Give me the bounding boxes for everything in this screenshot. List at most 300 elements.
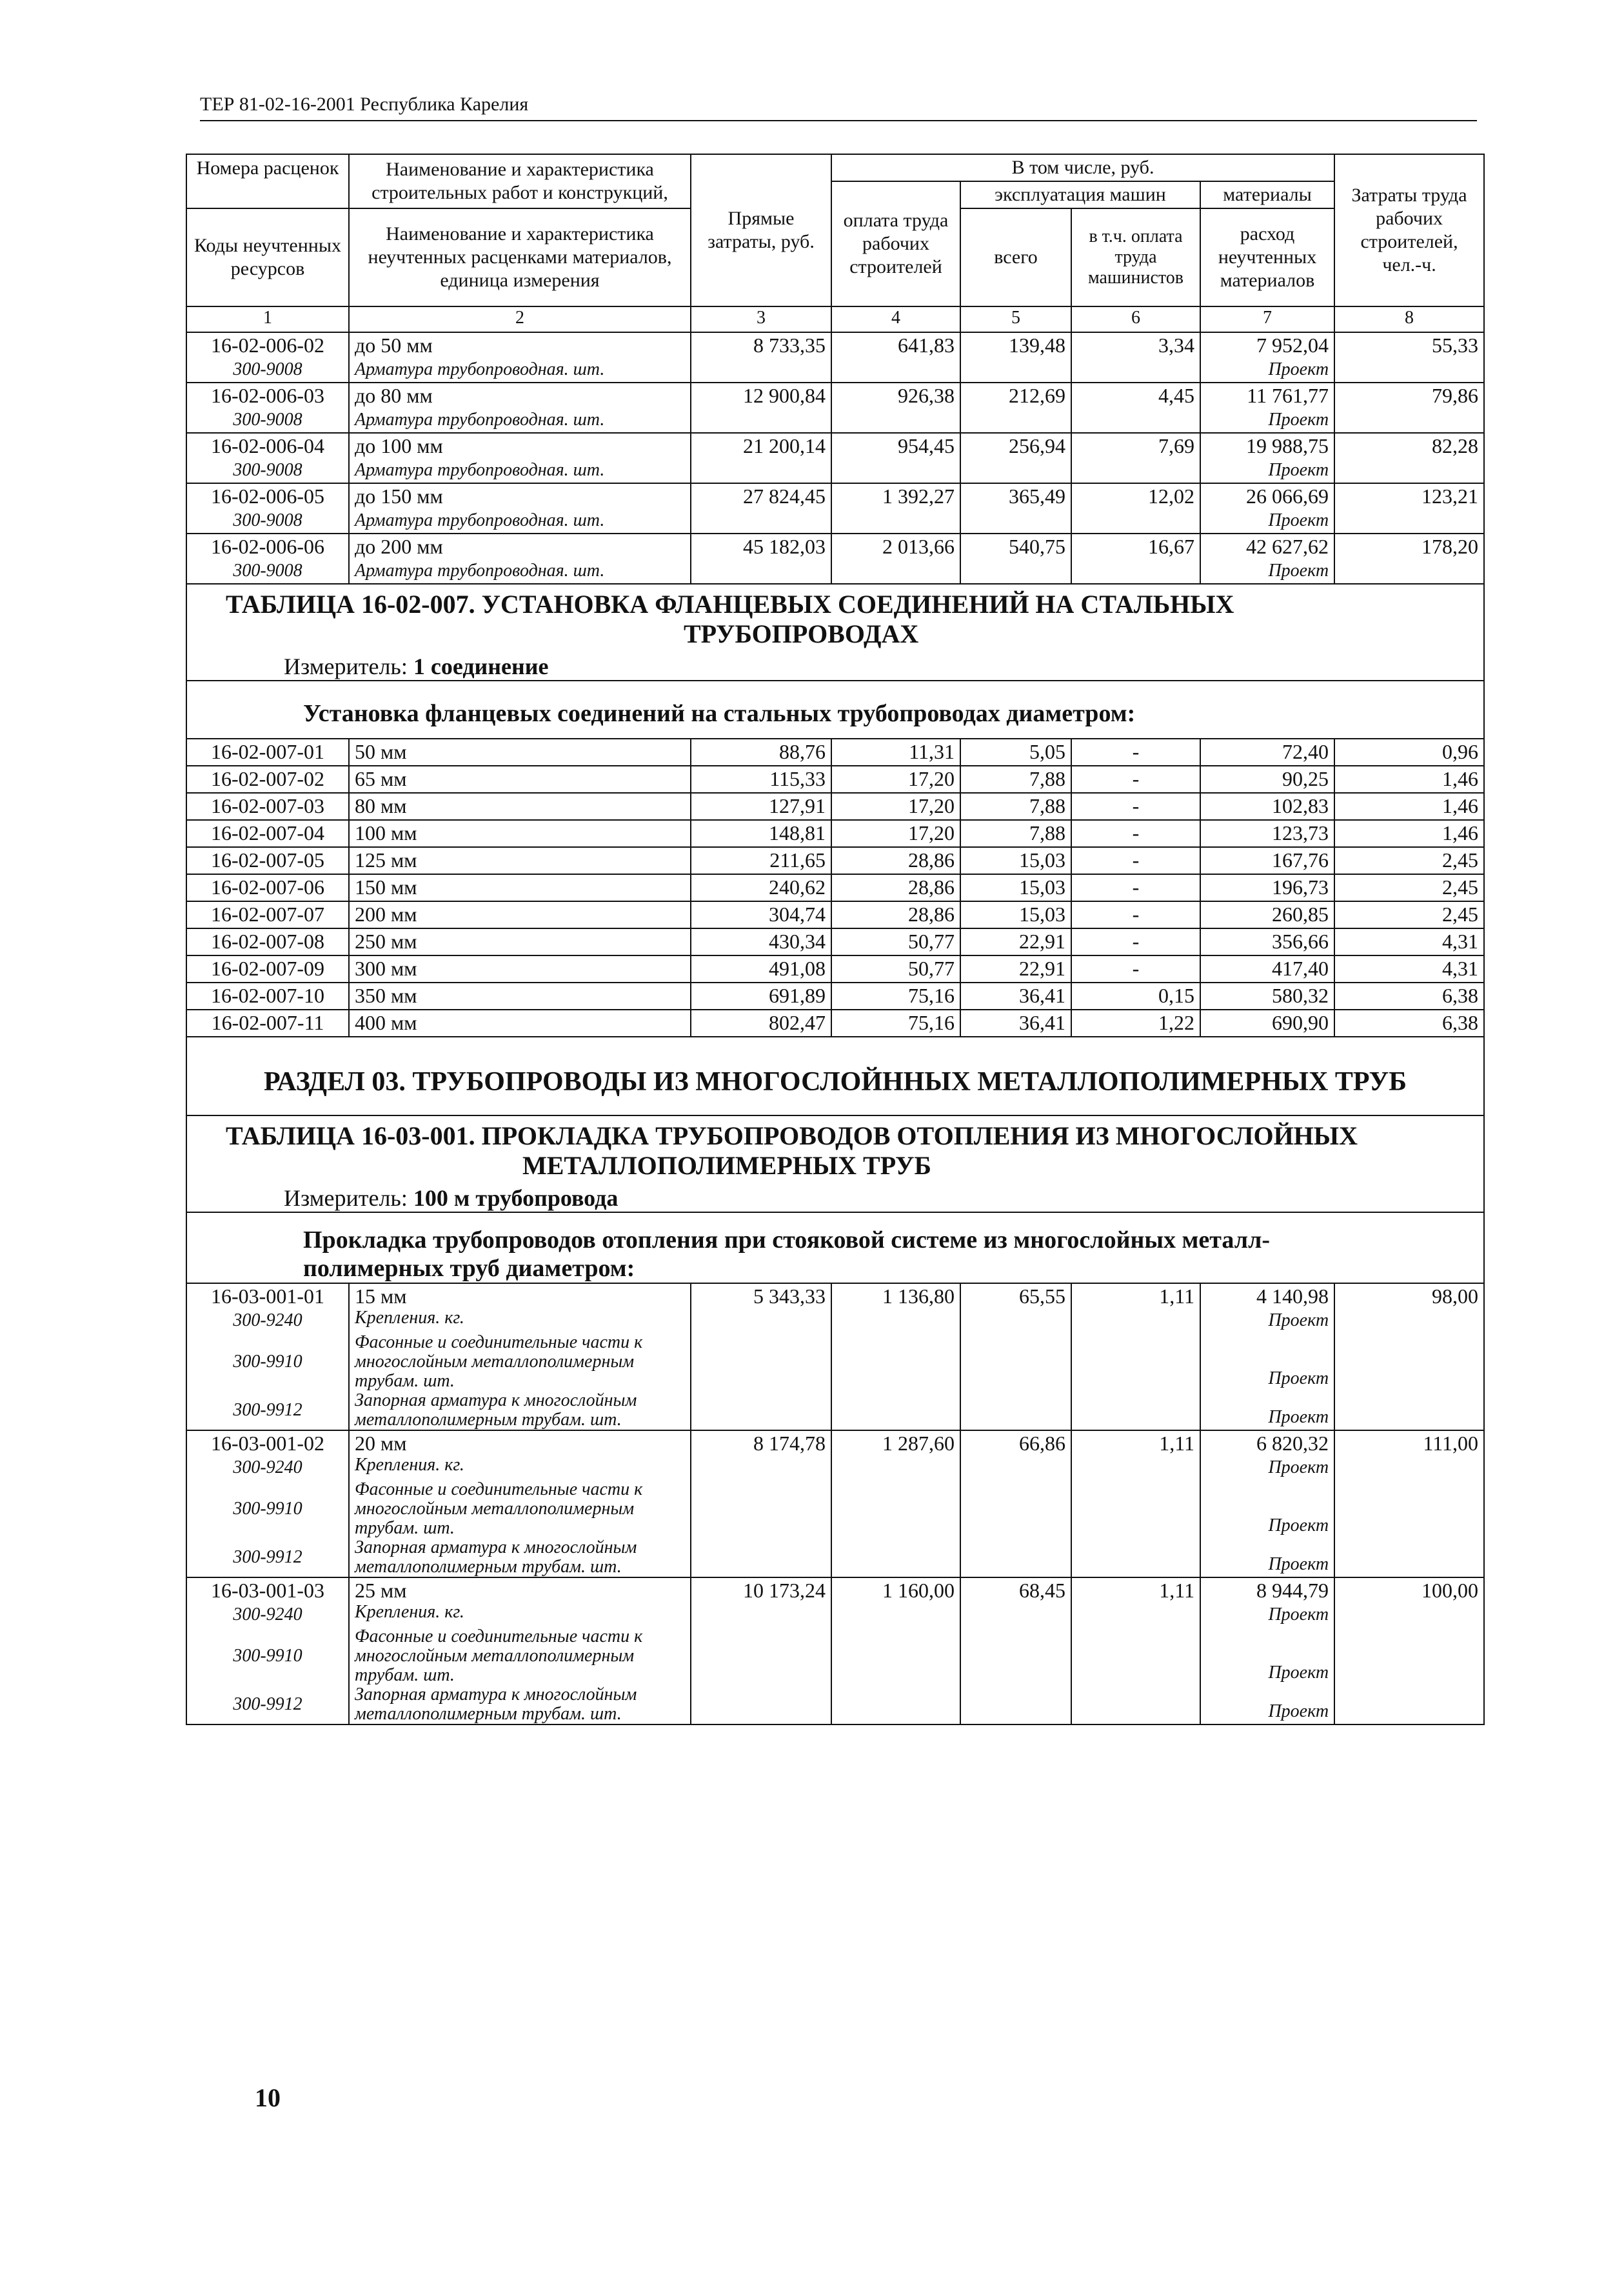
rate-name: 250 мм <box>349 928 691 955</box>
empty-cell <box>1334 1603 1484 1627</box>
labor-hours: 6,38 <box>1334 1010 1484 1037</box>
mach-group-header: эксплуатация машин <box>960 181 1200 208</box>
direct-cost: 115,33 <box>691 766 831 793</box>
materials-cost: 6 820,32 <box>1200 1430 1334 1455</box>
materials-cost: 8 944,79 <box>1200 1577 1334 1603</box>
rate-code: 16-02-007-04 <box>186 820 349 847</box>
resource-code: 300-9912 <box>186 1391 349 1430</box>
col5-header: всего <box>960 208 1071 306</box>
labor-hours: 1,46 <box>1334 766 1484 793</box>
machine-cost: 66,86 <box>960 1430 1071 1455</box>
machine-cost: 15,03 <box>960 901 1071 928</box>
machine-cost: 7,88 <box>960 766 1071 793</box>
rate-code: 16-02-007-03 <box>186 793 349 820</box>
rate-code: 16-03-001-02 <box>186 1430 349 1455</box>
header-row-1 <box>186 154 1484 181</box>
rate-code: 16-02-006-06 <box>186 534 349 559</box>
resource-code: 300-9240 <box>186 1308 349 1333</box>
mat-group-header: материалы <box>1200 181 1334 208</box>
resource-code: 300-9910 <box>186 1333 349 1391</box>
labor-cost: 28,86 <box>831 901 960 928</box>
labor-hours: 123,21 <box>1334 483 1484 508</box>
empty-cell <box>960 1627 1071 1685</box>
direct-cost: 8 174,78 <box>691 1430 831 1455</box>
resource-code: 300-9008 <box>186 357 349 383</box>
materials-cost: 167,76 <box>1200 847 1334 874</box>
labor-cost: 50,77 <box>831 928 960 955</box>
empty-cell <box>831 1685 960 1724</box>
labor-cost: 17,20 <box>831 820 960 847</box>
labor-hours: 100,00 <box>1334 1577 1484 1603</box>
table-meter-row <box>186 1184 1484 1212</box>
empty-cell <box>831 1391 960 1430</box>
col7-header: расход неучтенных материалов <box>1200 208 1334 306</box>
col4-header: оплата труда рабочих строителей <box>831 181 960 306</box>
resource-value: Проект <box>1200 1627 1334 1685</box>
labor-hours: 6,38 <box>1334 983 1484 1010</box>
empty-cell <box>831 1603 960 1627</box>
direct-cost: 127,91 <box>691 793 831 820</box>
machinist-labor-cost: - <box>1071 901 1200 928</box>
rate-code: 16-02-007-10 <box>186 983 349 1010</box>
direct-cost: 45 182,03 <box>691 534 831 559</box>
table-meter <box>186 1184 1484 1212</box>
machinist-labor-cost: - <box>1071 847 1200 874</box>
direct-cost: 304,74 <box>691 901 831 928</box>
column-number: 5 <box>960 306 1071 332</box>
empty-cell <box>960 1455 1071 1480</box>
rate-name: 200 мм <box>349 901 691 928</box>
labor-cost: 17,20 <box>831 793 960 820</box>
table-title-line: ТРУБОПРОВОДАХ <box>684 619 919 648</box>
empty-cell <box>831 559 960 584</box>
empty-cell <box>960 408 1071 433</box>
machine-cost: 365,49 <box>960 483 1071 508</box>
empty-cell <box>691 408 831 433</box>
materials-cost: 90,25 <box>1200 766 1334 793</box>
materials-cost: 4 140,98 <box>1200 1283 1334 1308</box>
resource-code: 300-9008 <box>186 508 349 534</box>
rate-code: 16-02-007-08 <box>186 928 349 955</box>
resource-name: Фасонные и соединительные части к многослойным металлополимерным трубам. шт. <box>349 1627 691 1685</box>
materials-cost: 123,73 <box>1200 820 1334 847</box>
resource-name: Запорная арматура к многослойным металлополимерным трубам. шт. <box>349 1391 691 1430</box>
col1-header-spacer <box>186 181 349 208</box>
empty-cell <box>960 458 1071 483</box>
empty-cell <box>1071 458 1200 483</box>
resource-row <box>186 559 1484 584</box>
labor-cost: 50,77 <box>831 955 960 983</box>
direct-cost: 21 200,14 <box>691 433 831 458</box>
table-row <box>186 332 1484 357</box>
table-row <box>186 433 1484 458</box>
resource-row <box>186 1538 1484 1577</box>
resource-name: Крепления. кг. <box>349 1455 691 1480</box>
empty-cell <box>831 1538 960 1577</box>
resource-value: Проект <box>1200 559 1334 584</box>
rate-name: 50 мм <box>349 739 691 766</box>
table-row <box>186 383 1484 408</box>
table-row <box>186 1283 1484 1308</box>
empty-cell <box>831 1333 960 1391</box>
table-row <box>186 1430 1484 1455</box>
machinist-labor-cost: 3,34 <box>1071 332 1200 357</box>
table-row <box>186 928 1484 955</box>
empty-cell <box>960 1538 1071 1577</box>
meter-value: 100 м трубопровода <box>413 1185 619 1211</box>
labor-cost: 1 287,60 <box>831 1430 960 1455</box>
labor-cost: 28,86 <box>831 874 960 901</box>
labor-hours: 2,45 <box>1334 847 1484 874</box>
table-intro: Установка фланцевых соединений на стальных трубопроводах диаметром: <box>186 681 1484 739</box>
rate-code: 16-02-006-03 <box>186 383 349 408</box>
table-row <box>186 874 1484 901</box>
empty-cell <box>1071 357 1200 383</box>
resource-code: 300-9912 <box>186 1538 349 1577</box>
machinist-labor-cost: 1,11 <box>1071 1577 1200 1603</box>
empty-cell <box>691 1455 831 1480</box>
labor-hours: 4,31 <box>1334 928 1484 955</box>
resource-name: Фасонные и соединительные части к многослойным металлополимерным трубам. шт. <box>349 1333 691 1391</box>
labor-hours: 55,33 <box>1334 332 1484 357</box>
machine-cost: 7,88 <box>960 793 1071 820</box>
empty-cell <box>960 1391 1071 1430</box>
labor-hours: 178,20 <box>1334 534 1484 559</box>
machine-cost: 22,91 <box>960 955 1071 983</box>
empty-cell <box>691 1333 831 1391</box>
labor-hours: 98,00 <box>1334 1283 1484 1308</box>
machinist-labor-cost: 0,15 <box>1071 983 1200 1010</box>
direct-cost: 491,08 <box>691 955 831 983</box>
empty-cell <box>1334 1480 1484 1538</box>
resource-row <box>186 357 1484 383</box>
resource-row <box>186 1603 1484 1627</box>
machinist-labor-cost: 4,45 <box>1071 383 1200 408</box>
materials-cost: 72,40 <box>1200 739 1334 766</box>
empty-cell <box>691 1627 831 1685</box>
machine-cost: 36,41 <box>960 983 1071 1010</box>
machinist-labor-cost: 1,11 <box>1071 1430 1200 1455</box>
resource-name: Арматура трубопроводная. шт. <box>349 357 691 383</box>
rate-name: до 150 мм <box>349 483 691 508</box>
machinist-labor-cost: - <box>1071 766 1200 793</box>
resource-row <box>186 1455 1484 1480</box>
materials-cost: 42 627,62 <box>1200 534 1334 559</box>
materials-cost: 102,83 <box>1200 793 1334 820</box>
rate-name: 300 мм <box>349 955 691 983</box>
machine-cost: 68,45 <box>960 1577 1071 1603</box>
col2-header-bottom: Наименование и характеристика неучтенных расценками материалов, единица измерения <box>349 208 691 306</box>
rate-name: 400 мм <box>349 1010 691 1037</box>
rate-name: до 50 мм <box>349 332 691 357</box>
direct-cost: 10 173,24 <box>691 1577 831 1603</box>
labor-hours: 79,86 <box>1334 383 1484 408</box>
empty-cell <box>831 458 960 483</box>
materials-cost: 19 988,75 <box>1200 433 1334 458</box>
incl-header: В том числе, руб. <box>831 154 1334 181</box>
rate-code: 16-02-007-01 <box>186 739 349 766</box>
table-row <box>186 983 1484 1010</box>
table-row <box>186 534 1484 559</box>
empty-cell <box>960 357 1071 383</box>
resource-name: Арматура трубопроводная. шт. <box>349 458 691 483</box>
rate-code: 16-03-001-01 <box>186 1283 349 1308</box>
col1-header-bottom: Коды неучтенных ресурсов <box>186 208 349 306</box>
resource-value: Проект <box>1200 508 1334 534</box>
empty-cell <box>1334 1627 1484 1685</box>
rate-name: 20 мм <box>349 1430 691 1455</box>
col6-header: в т.ч. оплата труда машинистов <box>1071 208 1200 306</box>
table-title <box>186 1115 1484 1184</box>
resource-name: Крепления. кг. <box>349 1603 691 1627</box>
labor-cost: 28,86 <box>831 847 960 874</box>
machine-cost: 540,75 <box>960 534 1071 559</box>
empty-cell <box>1334 408 1484 433</box>
machinist-labor-cost: - <box>1071 820 1200 847</box>
rate-name: 80 мм <box>349 793 691 820</box>
col1-header-top: Номера расценок <box>186 154 349 181</box>
empty-cell <box>1071 559 1200 584</box>
empty-cell <box>831 1627 960 1685</box>
resource-value: Проект <box>1200 1308 1334 1333</box>
empty-cell <box>960 559 1071 584</box>
direct-cost: 148,81 <box>691 820 831 847</box>
machine-cost: 212,69 <box>960 383 1071 408</box>
machinist-labor-cost: 1,11 <box>1071 1283 1200 1308</box>
empty-cell <box>960 1685 1071 1724</box>
materials-cost: 11 761,77 <box>1200 383 1334 408</box>
empty-cell <box>1334 1685 1484 1724</box>
rate-name: до 200 мм <box>349 534 691 559</box>
labor-cost: 1 392,27 <box>831 483 960 508</box>
rate-code: 16-02-006-05 <box>186 483 349 508</box>
resource-value: Проект <box>1200 1391 1334 1430</box>
empty-cell <box>831 357 960 383</box>
table-row <box>186 766 1484 793</box>
resource-name: Крепления. кг. <box>349 1308 691 1333</box>
meter-label: Измеритель: <box>284 654 408 679</box>
direct-cost: 12 900,84 <box>691 383 831 408</box>
rate-code: 16-02-007-09 <box>186 955 349 983</box>
rate-name: 100 мм <box>349 820 691 847</box>
table-row <box>186 1577 1484 1603</box>
labor-hours: 2,45 <box>1334 901 1484 928</box>
resource-code: 300-9912 <box>186 1685 349 1724</box>
meter-value: 1 соединение <box>413 654 549 679</box>
table-intro <box>186 1212 1484 1283</box>
empty-cell <box>1071 1538 1200 1577</box>
empty-cell <box>1334 1455 1484 1480</box>
empty-cell <box>960 1480 1071 1538</box>
table-title-line: МЕТАЛЛОПОЛИМЕРНЫХ ТРУБ <box>522 1151 931 1180</box>
empty-cell <box>1071 1455 1200 1480</box>
labor-cost: 75,16 <box>831 1010 960 1037</box>
direct-cost: 27 824,45 <box>691 483 831 508</box>
machinist-labor-cost: - <box>1071 739 1200 766</box>
rate-name: 125 мм <box>349 847 691 874</box>
direct-cost: 691,89 <box>691 983 831 1010</box>
resource-row <box>186 508 1484 534</box>
labor-cost: 641,83 <box>831 332 960 357</box>
labor-cost: 75,16 <box>831 983 960 1010</box>
table-title-row <box>186 584 1484 653</box>
labor-hours: 2,45 <box>1334 874 1484 901</box>
machinist-labor-cost: 7,69 <box>1071 433 1200 458</box>
section-title-row <box>186 1037 1484 1115</box>
labor-cost: 1 136,80 <box>831 1283 960 1308</box>
labor-cost: 11,31 <box>831 739 960 766</box>
empty-cell <box>691 458 831 483</box>
resource-name: Фасонные и соединительные части к многослойным металлополимерным трубам. шт. <box>349 1480 691 1538</box>
empty-cell <box>1334 1391 1484 1430</box>
resource-row <box>186 1627 1484 1685</box>
table-title <box>186 584 1484 653</box>
direct-cost: 211,65 <box>691 847 831 874</box>
rate-name: 65 мм <box>349 766 691 793</box>
materials-cost: 260,85 <box>1200 901 1334 928</box>
machinist-labor-cost: - <box>1071 928 1200 955</box>
empty-cell <box>960 508 1071 534</box>
labor-cost: 1 160,00 <box>831 1577 960 1603</box>
empty-cell <box>1071 1333 1200 1391</box>
resource-code: 300-9910 <box>186 1627 349 1685</box>
machinist-labor-cost: - <box>1071 955 1200 983</box>
column-number: 7 <box>1200 306 1334 332</box>
resource-name: Запорная арматура к многослойным металлополимерным трубам. шт. <box>349 1538 691 1577</box>
empty-cell <box>1334 458 1484 483</box>
machinist-labor-cost: 1,22 <box>1071 1010 1200 1037</box>
rate-code: 16-02-007-05 <box>186 847 349 874</box>
resource-row <box>186 408 1484 433</box>
page-header: ТЕР 81-02-16-2001 Республика Карелия <box>200 92 1477 121</box>
empty-cell <box>960 1603 1071 1627</box>
rate-name: до 80 мм <box>349 383 691 408</box>
empty-cell <box>960 1308 1071 1333</box>
rate-code: 16-03-001-03 <box>186 1577 349 1603</box>
machine-cost: 22,91 <box>960 928 1071 955</box>
machinist-labor-cost: 12,02 <box>1071 483 1200 508</box>
machine-cost: 65,55 <box>960 1283 1071 1308</box>
rates-table <box>186 154 1485 1725</box>
resource-code: 300-9240 <box>186 1455 349 1480</box>
labor-cost: 954,45 <box>831 433 960 458</box>
resource-value: Проект <box>1200 408 1334 433</box>
col2-header-top: Наименование и характеристика строительных работ и конструкций, <box>349 154 691 208</box>
empty-cell <box>1071 1685 1200 1724</box>
empty-cell <box>691 559 831 584</box>
labor-cost: 926,38 <box>831 383 960 408</box>
table-intro-row <box>186 681 1484 739</box>
empty-cell <box>1071 1603 1200 1627</box>
table-row <box>186 793 1484 820</box>
direct-cost: 802,47 <box>691 1010 831 1037</box>
rate-name: 350 мм <box>349 983 691 1010</box>
empty-cell <box>1071 1627 1200 1685</box>
table-meter <box>186 653 1484 681</box>
machine-cost: 15,03 <box>960 847 1071 874</box>
col3-header: Прямые затраты, руб. <box>691 154 831 306</box>
direct-cost: 88,76 <box>691 739 831 766</box>
resource-value: Проект <box>1200 1603 1334 1627</box>
rate-code: 16-02-007-07 <box>186 901 349 928</box>
resource-name: Запорная арматура к многослойным металлополимерным трубам. шт. <box>349 1685 691 1724</box>
empty-cell <box>1334 559 1484 584</box>
machinist-labor-cost: 16,67 <box>1071 534 1200 559</box>
table-title-line: ТАБЛИЦА 16-02-007. УСТАНОВКА ФЛАНЦЕВЫХ СОЕДИНЕНИЙ НА СТАЛЬНЫХ <box>226 590 1234 619</box>
empty-cell <box>691 357 831 383</box>
resource-value: Проект <box>1200 357 1334 383</box>
materials-cost: 196,73 <box>1200 874 1334 901</box>
direct-cost: 240,62 <box>691 874 831 901</box>
resource-row <box>186 1391 1484 1430</box>
resource-value: Проект <box>1200 1685 1334 1724</box>
machine-cost: 15,03 <box>960 874 1071 901</box>
rates-table-body <box>186 154 1484 1724</box>
col8-header: Затраты труда рабочих строителей, чел.-ч. <box>1334 154 1484 306</box>
empty-cell <box>1334 1333 1484 1391</box>
table-title-line: ТАБЛИЦА 16-03-001. ПРОКЛАДКА ТРУБОПРОВОДОВ ОТОПЛЕНИЯ ИЗ МНОГОСЛОЙНЫХ <box>226 1121 1358 1150</box>
rate-code: 16-02-007-11 <box>186 1010 349 1037</box>
empty-cell <box>1071 1391 1200 1430</box>
table-row <box>186 955 1484 983</box>
column-number: 1 <box>186 306 349 332</box>
table-intro-line: полимерных труб диаметром: <box>303 1255 635 1282</box>
resource-value: Проект <box>1200 1538 1334 1577</box>
resource-value: Проект <box>1200 1455 1334 1480</box>
machine-cost: 7,88 <box>960 820 1071 847</box>
resource-name: Арматура трубопроводная. шт. <box>349 559 691 584</box>
resource-code: 300-9240 <box>186 1603 349 1627</box>
resource-row <box>186 1480 1484 1538</box>
resource-code: 300-9008 <box>186 458 349 483</box>
labor-hours: 82,28 <box>1334 433 1484 458</box>
empty-cell <box>691 1391 831 1430</box>
empty-cell <box>691 1685 831 1724</box>
empty-cell <box>1071 1308 1200 1333</box>
resource-value: Проект <box>1200 1333 1334 1391</box>
resource-row <box>186 1333 1484 1391</box>
table-row <box>186 1010 1484 1037</box>
empty-cell <box>1334 1538 1484 1577</box>
table-intro-line: Прокладка трубопроводов отопления при стояковой системе из многослойных металл- <box>303 1226 1271 1254</box>
materials-cost: 690,90 <box>1200 1010 1334 1037</box>
empty-cell <box>831 508 960 534</box>
empty-cell <box>831 1308 960 1333</box>
empty-cell <box>831 408 960 433</box>
materials-cost: 580,32 <box>1200 983 1334 1010</box>
resource-code: 300-9008 <box>186 408 349 433</box>
empty-cell <box>960 1333 1071 1391</box>
materials-cost: 7 952,04 <box>1200 332 1334 357</box>
direct-cost: 8 733,35 <box>691 332 831 357</box>
resource-row <box>186 1685 1484 1724</box>
meter-label: Измеритель: <box>284 1185 408 1211</box>
resource-code: 300-9008 <box>186 559 349 584</box>
section-title: РАЗДЕЛ 03. ТРУБОПРОВОДЫ ИЗ МНОГОСЛОЙННЫХ МЕТАЛЛОПОЛИМЕРНЫХ ТРУБ <box>186 1037 1484 1115</box>
machine-cost: 256,94 <box>960 433 1071 458</box>
column-number: 3 <box>691 306 831 332</box>
resource-row <box>186 458 1484 483</box>
rate-name: до 100 мм <box>349 433 691 458</box>
rate-code: 16-02-007-06 <box>186 874 349 901</box>
column-number: 2 <box>349 306 691 332</box>
labor-hours: 1,46 <box>1334 820 1484 847</box>
empty-cell <box>831 1480 960 1538</box>
rate-name: 15 мм <box>349 1283 691 1308</box>
labor-cost: 2 013,66 <box>831 534 960 559</box>
empty-cell <box>691 1538 831 1577</box>
machine-cost: 36,41 <box>960 1010 1071 1037</box>
